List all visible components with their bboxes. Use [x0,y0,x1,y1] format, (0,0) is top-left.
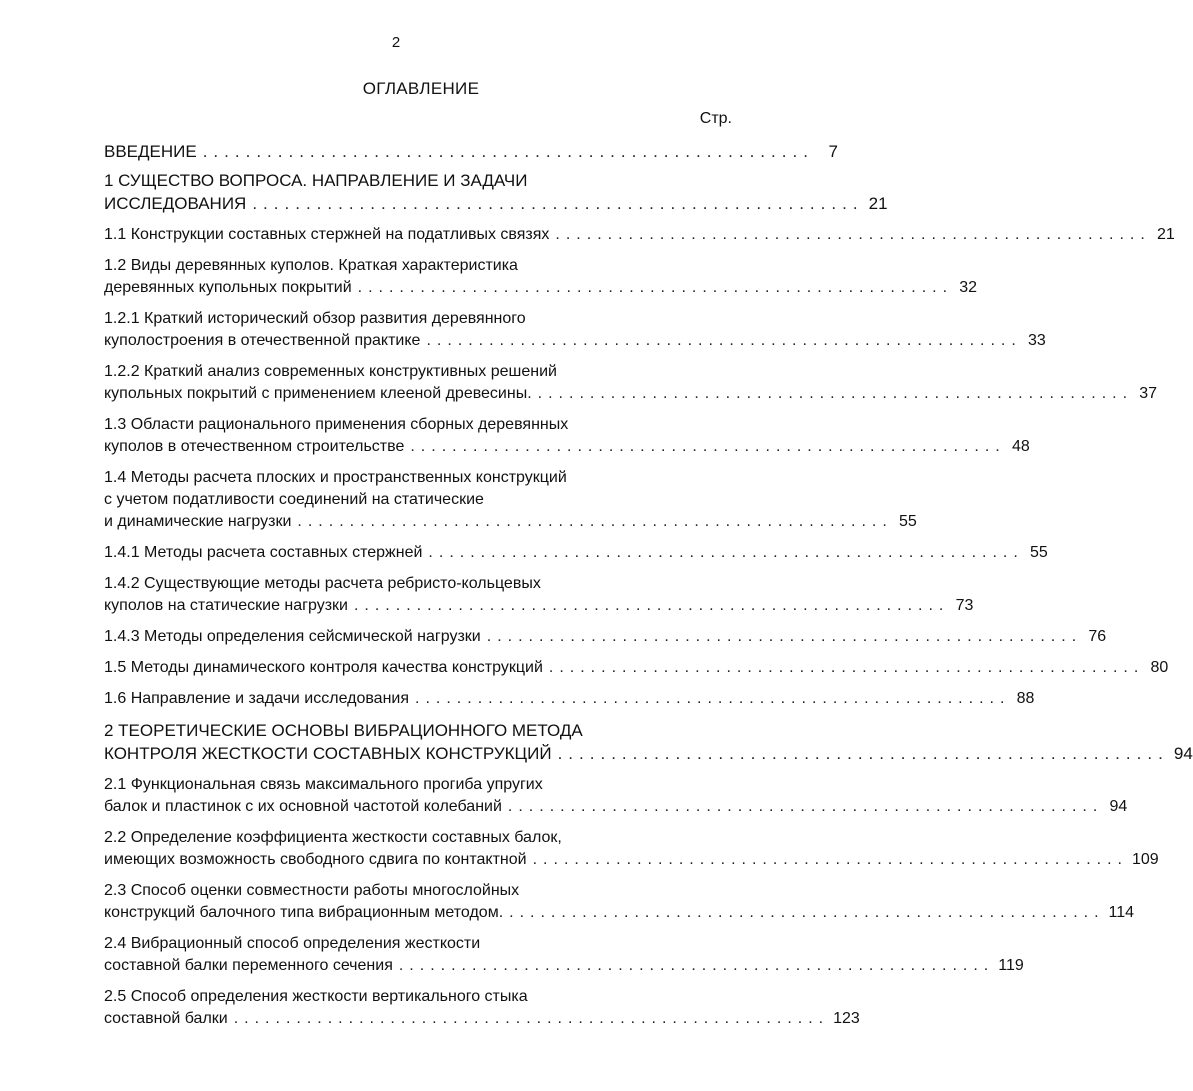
dot-leader: ......................................................... [548,659,1145,676]
toc-page-number: 37 [1139,385,1158,402]
toc-entry-text: 1.6 Направление и задачи исследования [104,690,410,707]
toc-entry-text: 1.1 Конструкции составных стержней на податливых связях [104,226,550,243]
toc-entry-text: 2.4 Вибрационный способ определения жесткости [104,935,481,952]
toc-entry-text: имеющих возможность свободного сдвига по контактной [104,851,527,868]
dot-leader: ......................................................... [415,690,1011,707]
toc-entry [104,542,1048,564]
toc-page-number: 55 [899,513,917,530]
toc-page-number: 73 [955,597,974,614]
toc-entry-text: 1.4 Методы расчета плоских и пространственных конструкций [104,469,567,486]
toc-page-number: 55 [1030,544,1048,561]
dot-leader: ......................................................... [357,279,954,296]
toc-page-number: 33 [1028,332,1046,349]
toc-page-number: 119 [998,957,1024,974]
toc-entry-text: куполостроения в отечественной практике [104,332,421,349]
dot-leader: ......................................................... [252,194,864,213]
toc-entry-text: и динамические нагрузки [104,513,292,530]
toc-entry-text: 1.2.1 Краткий исторический обзор развития деревянного [104,310,526,327]
toc-entry [104,827,1159,871]
toc-entry-text: 1.3 Области рационального применения сборных деревянных [104,416,569,433]
dot-leader: ......................................................... [353,597,950,614]
toc-entry-text: 1.5 Методы динамического контроля качества конструкций [104,659,543,676]
toc-title: ОГЛАВЛЕНИЕ [362,79,480,98]
toc-entry-text: ИССЛЕДОВАНИЯ [104,194,247,213]
toc-page-number: 7 [828,142,838,161]
dot-leader: ......................................................... [507,798,1104,815]
toc-entry [104,986,860,1030]
toc-page-number: 109 [1132,851,1159,868]
dot-leader: ......................................................... [509,904,1105,921]
toc-entry-text: деревянных купольных покрытий [104,279,352,296]
toc-entry [104,308,1046,352]
toc-entry-text: куполов на статические нагрузки [104,597,348,614]
toc-page-number: 80 [1150,659,1169,676]
pages-column-header: Стр. [699,110,732,127]
toc-entry-text: конструкций балочного типа вибрационным методом. [104,904,504,921]
toc-entry [104,414,1030,458]
toc-page-number: 21 [1157,226,1175,243]
toc-entry-text: 2.5 Способ определения жесткости вертикального стыка [104,988,528,1005]
toc-entry [104,255,978,299]
toc-page-number: 48 [1011,438,1030,455]
toc-entry [104,774,1128,818]
toc-entry-text: 1.2.2 Краткий анализ современных конструктивных решений [104,363,557,380]
toc-page-number: 114 [1108,904,1135,921]
toc-entry-text: 1 СУЩЕСТВО ВОПРОСА. НАПРАВЛЕНИЕ И ЗАДАЧИ [104,171,528,190]
toc-entry [104,933,1024,977]
toc-entry [104,224,1175,246]
toc-entry-text: балок и пластинок с их основной частотой колебаний [104,798,502,815]
toc-entry-text: с учетом податливости соединений на статические [104,491,484,508]
dot-leader: ......................................................... [233,1010,830,1027]
toc-entry-text: 1.4.1 Методы расчета составных стержней [104,544,423,561]
toc-entry-text: 1.4.2 Существующие методы расчета ребристо-кольцевых [104,575,541,592]
toc-entry [104,626,1107,648]
toc-entry [104,573,974,617]
toc-entry-text: 2.3 Способ оценки совместности работы многослойных [104,882,520,899]
toc-page-number: 21 [868,194,888,213]
toc-entry-text: 1.2 Виды деревянных куполов. Краткая характеристика [104,257,518,274]
dot-leader: ......................................................... [557,744,1169,763]
dot-leader: ......................................................... [202,142,814,161]
dot-leader: ......................................................... [537,385,1134,402]
dot-leader: ......................................................... [398,957,995,974]
toc-entry-text: составной балки [104,1010,228,1027]
toc-entry-text: составной балки переменного сечения [104,957,393,974]
toc-entry-text: 2.1 Функциональная связь максимального прогиба упругих [104,776,543,793]
toc-page-number: 32 [959,279,978,296]
toc-entry [104,467,917,533]
toc-entry-text: купольных покрытий с применением клееной древесины. [104,385,532,402]
toc-page-number: 123 [833,1010,860,1027]
toc-page-number: 94 [1173,744,1193,763]
toc-entry-text: 2 ТЕОРЕТИЧЕСКИЕ ОСНОВЫ ВИБРАЦИОННОГО МЕТОДА [104,721,583,740]
toc-entry-text: куполов в отечественном строительстве [104,438,405,455]
dot-leader: ......................................................... [297,513,893,530]
toc-entry [104,719,1193,765]
toc-entry-text: КОНТРОЛЯ ЖЕСТКОСТИ СОСТАВНЫХ КОНСТРУКЦИЙ [104,744,552,763]
toc-page-number: 94 [1109,798,1128,815]
page-number: 2 [391,34,401,51]
toc-page-number: 88 [1016,690,1035,707]
dot-leader: ......................................................... [486,628,1083,645]
toc-entry [104,657,1169,679]
toc-page-number: 76 [1088,628,1107,645]
toc-entry [104,140,838,163]
dot-leader: ......................................................... [426,332,1022,349]
table-of-contents [104,140,1193,1030]
dot-leader: ......................................................... [532,851,1128,868]
toc-entry-text: 2.2 Определение коэффициента жесткости составных балок, [104,829,562,846]
toc-entry-text: 1.4.3 Методы определения сейсмической нагрузки [104,628,481,645]
dot-leader: ......................................................... [428,544,1024,561]
toc-entry-text: ВВЕДЕНИЕ [104,142,197,161]
dot-leader: ......................................................... [410,438,1006,455]
toc-entry [104,880,1135,924]
dot-leader: ......................................................... [555,226,1151,243]
toc-entry [104,361,1158,405]
toc-entry [104,688,1035,710]
toc-entry [104,169,888,215]
